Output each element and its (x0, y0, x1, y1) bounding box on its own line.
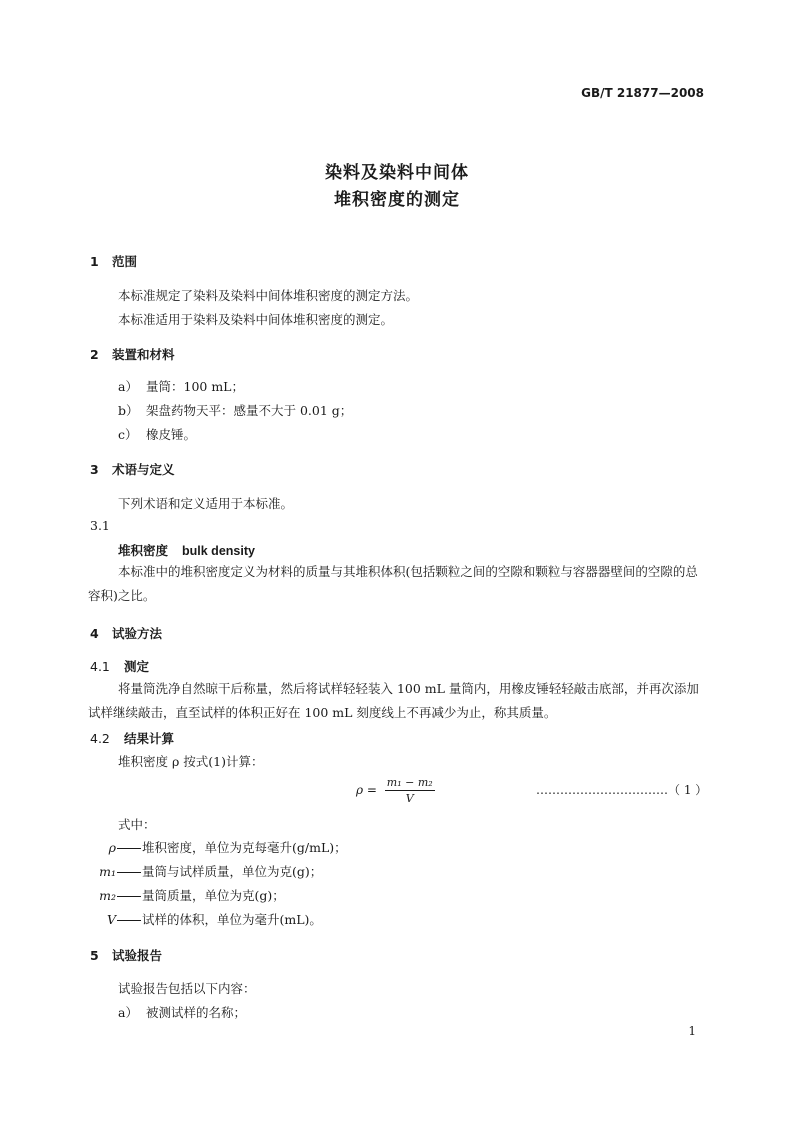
section-5-heading (90, 946, 162, 964)
formula (356, 776, 435, 805)
formula-lhs: ρ = (356, 783, 377, 797)
dash (117, 872, 141, 873)
document-title-line1: 染料及染料中间体 (325, 163, 469, 183)
section-title: 术语与定义 (112, 462, 175, 477)
section-number: 2 (90, 347, 99, 362)
formula-numerator: m₁ − m₂ (386, 776, 433, 789)
section-title: 试验报告 (112, 948, 163, 963)
section-title: 试验方法 (112, 626, 163, 641)
variable-text: 量筒质量，单位为克(g)； (142, 888, 285, 903)
dash (117, 896, 141, 897)
paragraph: 本标准规定了染料及染料中间体堆积密度的测定方法。 (118, 288, 419, 303)
list-marker: a） (118, 379, 138, 394)
formula-denominator: V (405, 792, 414, 805)
variable-symbol: V (106, 912, 116, 927)
section-number: 3 (90, 462, 99, 477)
list-text: 量筒：100 mL； (146, 379, 244, 394)
term-chinese: 堆积密度 (118, 543, 169, 558)
list-item (118, 1003, 246, 1021)
document-title-line2: 堆积密度的测定 (334, 190, 460, 210)
variable-definition (80, 910, 322, 928)
dash (117, 920, 141, 921)
variable-text: 堆积密度，单位为克每毫升(g/mL)； (142, 840, 347, 855)
subsection-3-1-number: 3.1 (90, 518, 110, 533)
section-number: 4 (90, 626, 99, 641)
standard-number: GB/T 21877—2008 (581, 86, 704, 100)
list-text: 被测试样的名称； (146, 1005, 247, 1020)
page-number: 1 (688, 1024, 696, 1038)
list-text: 橡皮锤。 (146, 427, 197, 442)
subsection-4-2-heading (90, 729, 174, 747)
subsection-number: 4.2 (90, 731, 110, 746)
where-label: 式中： (118, 817, 156, 832)
section-3-heading (90, 460, 175, 478)
list-marker: c） (118, 427, 138, 442)
variable-symbol: m₂ (99, 888, 116, 903)
paragraph: 试验报告包括以下内容： (118, 981, 256, 996)
list-marker: a） (118, 1005, 138, 1020)
variable-definition (80, 886, 285, 904)
paragraph: 本标准适用于染料及染料中间体堆积密度的测定。 (118, 312, 394, 327)
section-number: 5 (90, 948, 99, 963)
section-title: 范围 (112, 254, 138, 269)
method-paragraph: 将量筒洗净自然晾干后称量，然后将试样轻轻装入 100 mL 量筒内，用橡皮锤轻轻敲击底部，并再次添加试样继续敲击，直至试样的体积正好在 100 mL 刻度线上不再减少为止，称其质量。 (88, 681, 699, 720)
variable-text: 量筒与试样质量，单位为克(g)； (142, 864, 323, 879)
variable-text: 试样的体积，单位为毫升(mL)。 (142, 912, 322, 927)
term-entry (118, 541, 255, 559)
list-item (118, 425, 196, 443)
paragraph: 堆积密度 ρ 按式(1)计算： (118, 754, 264, 769)
variable-symbol: ρ (108, 840, 116, 855)
subsection-number: 4.1 (90, 659, 110, 674)
subsection-title: 结果计算 (124, 731, 175, 746)
list-marker: b） (118, 403, 139, 418)
subsection-4-1-heading (90, 657, 149, 675)
list-item (118, 401, 352, 419)
section-4-heading (90, 624, 162, 642)
term-definition: 本标准中的堆积密度定义为材料的质量与其堆积体积(包括颗粒之间的空隙和颗粒与容器器壁间的空隙的总容积)之比。 (88, 564, 698, 603)
list-item (118, 377, 244, 395)
formula-fraction (385, 776, 435, 805)
subsection-title: 测定 (124, 659, 150, 674)
section-title: 装置和材料 (112, 347, 175, 362)
variable-symbol: m₁ (99, 864, 116, 879)
section-2-heading (90, 345, 175, 363)
section-number: 1 (90, 254, 99, 269)
section-1-heading (90, 252, 137, 270)
term-english: bulk density (182, 544, 255, 558)
list-text: 架盘药物天平：感量不大于 0.01 g； (146, 403, 353, 418)
dash (117, 848, 141, 849)
variable-definition (80, 862, 322, 880)
variable-definition (80, 838, 347, 856)
paragraph: 下列术语和定义适用于本标准。 (118, 496, 294, 511)
equation-number: ……………………………（ 1 ） (536, 783, 708, 797)
